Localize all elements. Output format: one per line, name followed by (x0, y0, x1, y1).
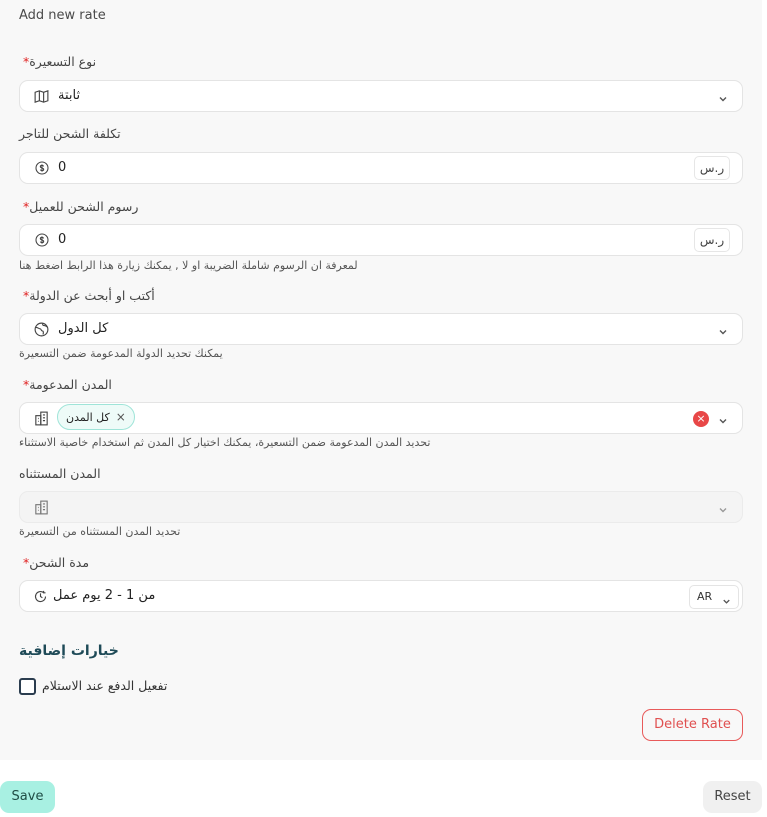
cities-label: المدن المدعومة* (23, 377, 112, 392)
currency-unit: ر.س (694, 156, 730, 180)
chevron-down-icon (717, 323, 729, 335)
clear-selection-button[interactable]: × (693, 411, 709, 427)
save-button[interactable]: Save (0, 781, 55, 813)
required-mark: * (23, 199, 30, 214)
coin-icon (34, 232, 50, 248)
merchant-cost-label: تكلفة الشحن للتاجر (19, 126, 121, 141)
country-value: كل الدول (58, 321, 109, 336)
shipping-duration-field[interactable] (19, 580, 743, 612)
cities-hint: تحديد المدن المدعومة ضمن التسعيرة، يمكنك اختيار كل المدن ثم استخدام خاصية الاستثناء (19, 436, 431, 449)
shipping-duration-value: من 1 - 2 يوم عمل (53, 588, 156, 603)
excluded-cities-label: المدن المستثناه (19, 466, 101, 481)
country-label: أكتب او أبحث عن الدولة* (23, 288, 155, 303)
panel-title: Add new rate (19, 8, 106, 23)
map-icon (33, 88, 50, 105)
reset-button[interactable]: Reset (703, 781, 762, 813)
customer-fee-hint[interactable]: لمعرفة ان الرسوم شاملة الضريبة او لا , يمكنك زيارة هذا الرابط اضغط هنا (19, 259, 358, 272)
merchant-cost-field[interactable] (19, 152, 743, 184)
chevron-down-icon (717, 501, 729, 513)
merchant-cost-value: 0 (58, 160, 67, 175)
chevron-down-icon (721, 592, 732, 611)
tag-remove-icon[interactable]: × (115, 410, 126, 424)
cod-checkbox[interactable] (19, 678, 36, 695)
globe-icon (33, 321, 50, 338)
customer-fee-value: 0 (58, 232, 67, 247)
extra-options-title: خيارات إضافية (19, 643, 119, 659)
delete-rate-button[interactable]: Delete Rate (642, 709, 743, 741)
buildings-icon (33, 410, 50, 427)
rate-type-value: ثابتة (58, 88, 81, 103)
required-mark: * (23, 54, 30, 69)
country-select[interactable] (19, 313, 743, 345)
required-mark: * (23, 288, 30, 303)
language-select[interactable] (689, 585, 739, 609)
shipping-duration-label: مدة الشحن* (23, 555, 90, 570)
customer-fee-field[interactable] (19, 224, 743, 256)
rate-type-select[interactable] (19, 80, 743, 112)
cities-multiselect[interactable] (19, 402, 743, 434)
city-tag: كل المدن × (57, 404, 135, 430)
customer-fee-label: رسوم الشحن للعميل* (23, 199, 139, 214)
cod-label[interactable]: تفعيل الدفع عند الاستلام (42, 678, 168, 693)
excluded-cities-select[interactable] (19, 491, 743, 523)
country-hint: يمكنك تحديد الدولة المدعومة ضمن التسعيرة (19, 347, 223, 360)
chevron-down-icon (717, 412, 729, 424)
coin-icon (34, 160, 50, 176)
clock-icon (33, 589, 48, 604)
buildings-icon (33, 499, 50, 516)
excluded-cities-hint: تحديد المدن المستثناه من التسعيرة (19, 525, 181, 538)
language-value: AR (697, 590, 713, 603)
chevron-down-icon (717, 90, 729, 102)
rate-type-label: نوع التسعيرة* (23, 54, 97, 69)
required-mark: * (23, 377, 30, 392)
currency-unit: ر.س (694, 228, 730, 252)
required-mark: * (23, 555, 30, 570)
